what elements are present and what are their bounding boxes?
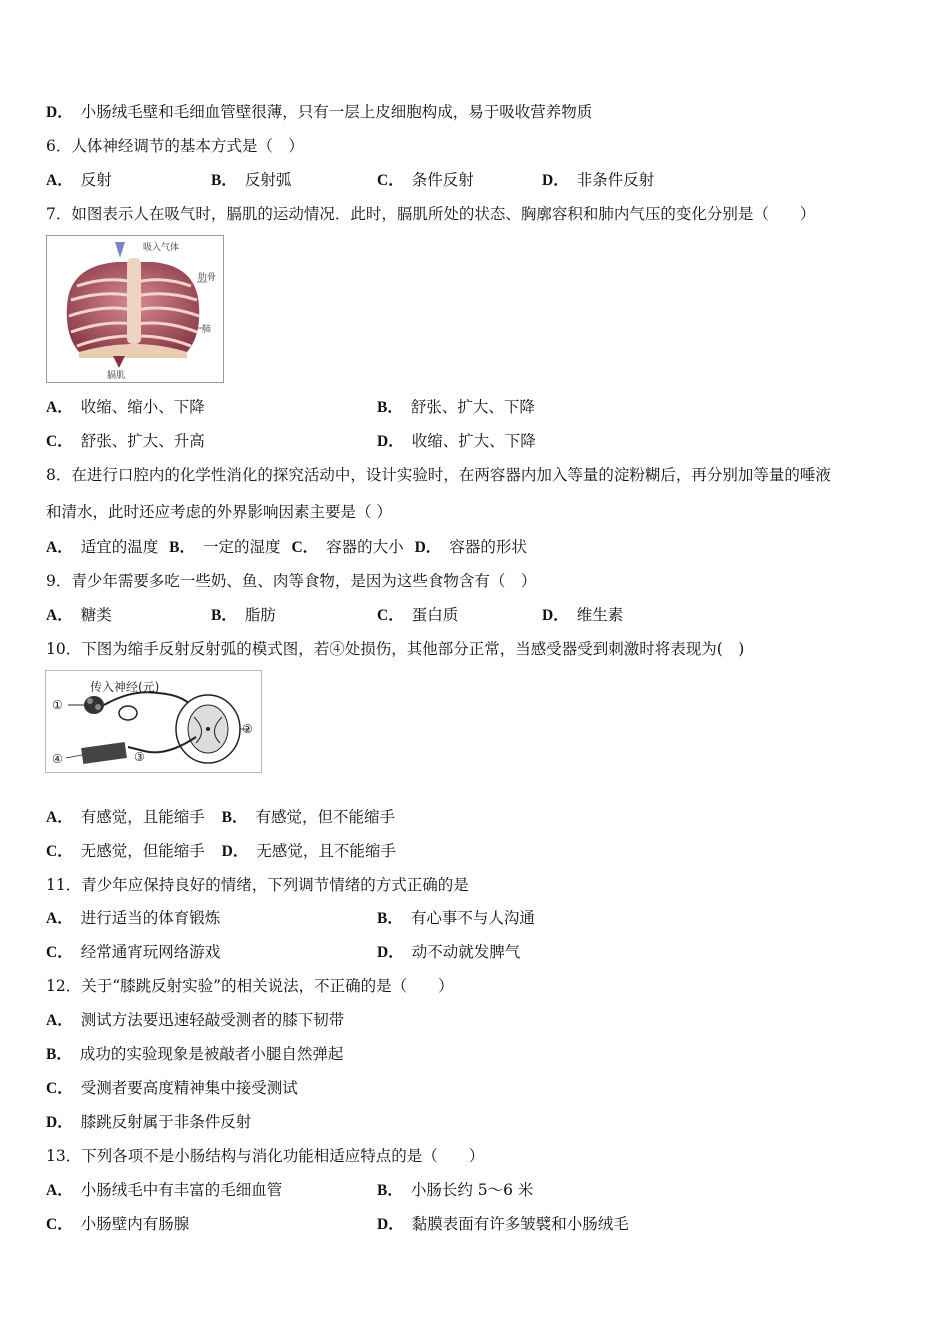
option-label: B． xyxy=(377,1182,403,1199)
option-text: 进行适当的体育锻炼 xyxy=(80,909,221,927)
option-text: 一定的湿度 xyxy=(203,538,281,556)
q7-stem: 7．如图表示人在吸气时，膈肌的运动情况．此时，膈肌所处的状态、胸廓容积和肺内气压的变化分别是（ ） xyxy=(46,205,816,223)
q11-option-d xyxy=(377,942,520,963)
diaphragm-arrow-icon xyxy=(113,356,125,368)
option-text: 成功的实验现象是被敲者小腿自然弹起 xyxy=(79,1045,344,1063)
q13-option-c xyxy=(46,1214,189,1235)
option-text: 小肠长约 5～6 米 xyxy=(410,1181,534,1199)
q11-option-c xyxy=(46,942,220,963)
option-text: 适宜的温度 xyxy=(80,538,159,556)
option-text: 条件反射 xyxy=(411,171,474,189)
option-text: 非条件反射 xyxy=(576,171,655,189)
receptor xyxy=(84,696,104,714)
q9-option-a xyxy=(46,605,112,626)
option-label: C． xyxy=(46,433,73,450)
option-text: 有心事不与人沟通 xyxy=(410,909,535,927)
q6-option-a xyxy=(46,170,112,191)
option-text: 反射弧 xyxy=(244,171,292,189)
option-label: C． xyxy=(377,607,404,624)
option-label: B． xyxy=(211,607,237,624)
q11-option-b xyxy=(377,908,535,929)
option-label: B． xyxy=(211,172,237,189)
option-text: 小肠壁内有肠腺 xyxy=(80,1215,190,1233)
q13-option-b xyxy=(377,1180,533,1201)
marker-2: ② xyxy=(242,722,253,736)
q12-option-c xyxy=(46,1078,298,1099)
option-label: A． xyxy=(46,607,73,624)
option-text: 无感觉，且不能缩手 xyxy=(256,842,396,860)
effector xyxy=(81,742,127,764)
label-lung: 肺 xyxy=(202,325,212,335)
option-label: D． xyxy=(221,843,249,860)
q9-option-b xyxy=(211,605,276,626)
thorax-illustration xyxy=(47,236,223,382)
option-text: 收缩、扩大、下降 xyxy=(411,432,536,450)
option-label: B． xyxy=(221,809,248,826)
option-label: B． xyxy=(46,1046,72,1063)
option-label: D． xyxy=(46,104,73,121)
option-text: 蛋白质 xyxy=(411,606,459,624)
q6-option-d xyxy=(542,170,654,191)
option-label: C． xyxy=(291,539,319,556)
air-arrow-icon xyxy=(115,242,125,258)
reflex-arc-figure xyxy=(45,670,262,773)
option-text: 受测者要高度精神集中接受测试 xyxy=(80,1079,298,1097)
option-text: 糖类 xyxy=(80,606,112,624)
option-text: 收缩、缩小、下降 xyxy=(80,398,205,416)
q6-stem: 6．人体神经调节的基本方式是（ ） xyxy=(46,137,304,155)
q12-option-a xyxy=(46,1010,344,1031)
option-label: C． xyxy=(46,1080,73,1097)
option-label: D． xyxy=(46,1114,73,1131)
spinal-cord xyxy=(176,695,240,763)
q5-option-d xyxy=(46,102,592,123)
option-text: 测试方法要迅速轻敲受测者的膝下韧带 xyxy=(80,1011,345,1029)
q10-options-row2 xyxy=(46,841,396,862)
q6-option-c xyxy=(377,170,474,191)
q7-option-a xyxy=(46,397,205,418)
option-label: A． xyxy=(46,809,73,826)
option-label: B． xyxy=(377,910,403,927)
option-label: A． xyxy=(46,1012,73,1029)
option-text: 有感觉，但不能缩手 xyxy=(255,808,396,826)
label-inhaled-air: 吸入气体 xyxy=(143,243,180,253)
label-diaphragm: 膈肌 xyxy=(107,371,126,381)
q8-options-row xyxy=(46,537,527,558)
option-label: D． xyxy=(377,1216,404,1233)
option-label: A． xyxy=(46,1182,73,1199)
q9-option-d xyxy=(542,605,623,626)
q9-option-c xyxy=(377,605,458,626)
option-label: C． xyxy=(46,1216,73,1233)
option-label: A． xyxy=(46,539,73,556)
option-label: D． xyxy=(377,433,404,450)
thorax-figure xyxy=(46,235,224,383)
option-label: D． xyxy=(542,172,569,189)
q13-option-d xyxy=(377,1214,629,1235)
option-text: 维生素 xyxy=(576,606,624,624)
q8-stem-line2: 和清水，此时还应考虑的外界影响因素主要是（ ） xyxy=(46,503,392,521)
option-text: 小肠绒毛壁和毛细血管壁很薄，只有一层上皮细胞构成，易于吸收营养物质 xyxy=(80,103,593,121)
option-label: B． xyxy=(377,399,403,416)
q8-stem-line1: 8．在进行口腔内的化学性消化的探究活动中，设计实验时，在两容器内加入等量的淀粉糊后，再分别加等量的唾液 xyxy=(46,466,831,484)
q11-option-a xyxy=(46,908,220,929)
option-label: A． xyxy=(46,910,73,927)
q7-option-b xyxy=(377,397,535,418)
option-label: D． xyxy=(377,944,404,961)
label-rib: 肋骨 xyxy=(198,273,217,283)
sternum xyxy=(127,258,141,344)
option-label: C． xyxy=(377,172,404,189)
option-label: A． xyxy=(46,172,73,189)
option-label: C． xyxy=(46,843,73,860)
option-text: 舒张、扩大、下降 xyxy=(410,398,535,416)
q12-option-b xyxy=(46,1044,343,1065)
q7-option-d xyxy=(377,431,536,452)
option-text: 有感觉，且能缩手 xyxy=(80,808,205,826)
option-text: 无感觉，但能缩手 xyxy=(80,842,205,860)
option-text: 反射 xyxy=(80,171,112,189)
option-label: D． xyxy=(414,539,442,556)
marker-1: ① xyxy=(52,698,63,712)
q12-option-d xyxy=(46,1112,251,1133)
label-afferent-nerve: 传入神经(元) xyxy=(90,680,160,694)
q13-option-a xyxy=(46,1180,282,1201)
q11-stem: 11．青少年应保持良好的情绪，下列调节情绪的方式正确的是 xyxy=(46,876,469,894)
option-text: 黏膜表面有许多皱襞和小肠绒毛 xyxy=(411,1215,629,1233)
marker-3: ③ xyxy=(134,750,145,764)
option-label: C． xyxy=(46,944,73,961)
q10-stem: 10．下图为缩手反射反射弧的模式图，若④处损伤，其他部分正常，当感受器受到刺激时将表现为( ) xyxy=(46,640,745,658)
q7-option-c xyxy=(46,431,205,452)
q13-stem: 13．下列各项不是小肠结构与消化功能相适应特点的是（ ） xyxy=(46,1147,485,1165)
q6-option-b xyxy=(211,170,291,191)
q10-options-row1 xyxy=(46,807,395,828)
option-label: D． xyxy=(542,607,569,624)
option-label: A． xyxy=(46,399,73,416)
option-text: 小肠绒毛中有丰富的毛细血管 xyxy=(80,1181,283,1199)
option-text: 容器的大小 xyxy=(326,538,404,556)
marker-4: ④ xyxy=(52,752,63,766)
q12-stem: 12．关于“膝跳反射实验”的相关说法，不正确的是（ ） xyxy=(46,977,454,995)
option-text: 动不动就发脾气 xyxy=(411,943,521,961)
option-text: 经常通宵玩网络游戏 xyxy=(80,943,221,961)
option-label: B． xyxy=(169,539,195,556)
reflex-arc-illustration xyxy=(46,671,261,772)
option-text: 脂肪 xyxy=(244,606,276,624)
option-text: 容器的形状 xyxy=(449,538,527,556)
q9-stem: 9．青少年需要多吃一些奶、鱼、肉等食物，是因为这些食物含有（ ） xyxy=(46,572,537,590)
option-text: 舒张、扩大、升高 xyxy=(80,432,205,450)
option-text: 膝跳反射属于非条件反射 xyxy=(80,1113,252,1131)
